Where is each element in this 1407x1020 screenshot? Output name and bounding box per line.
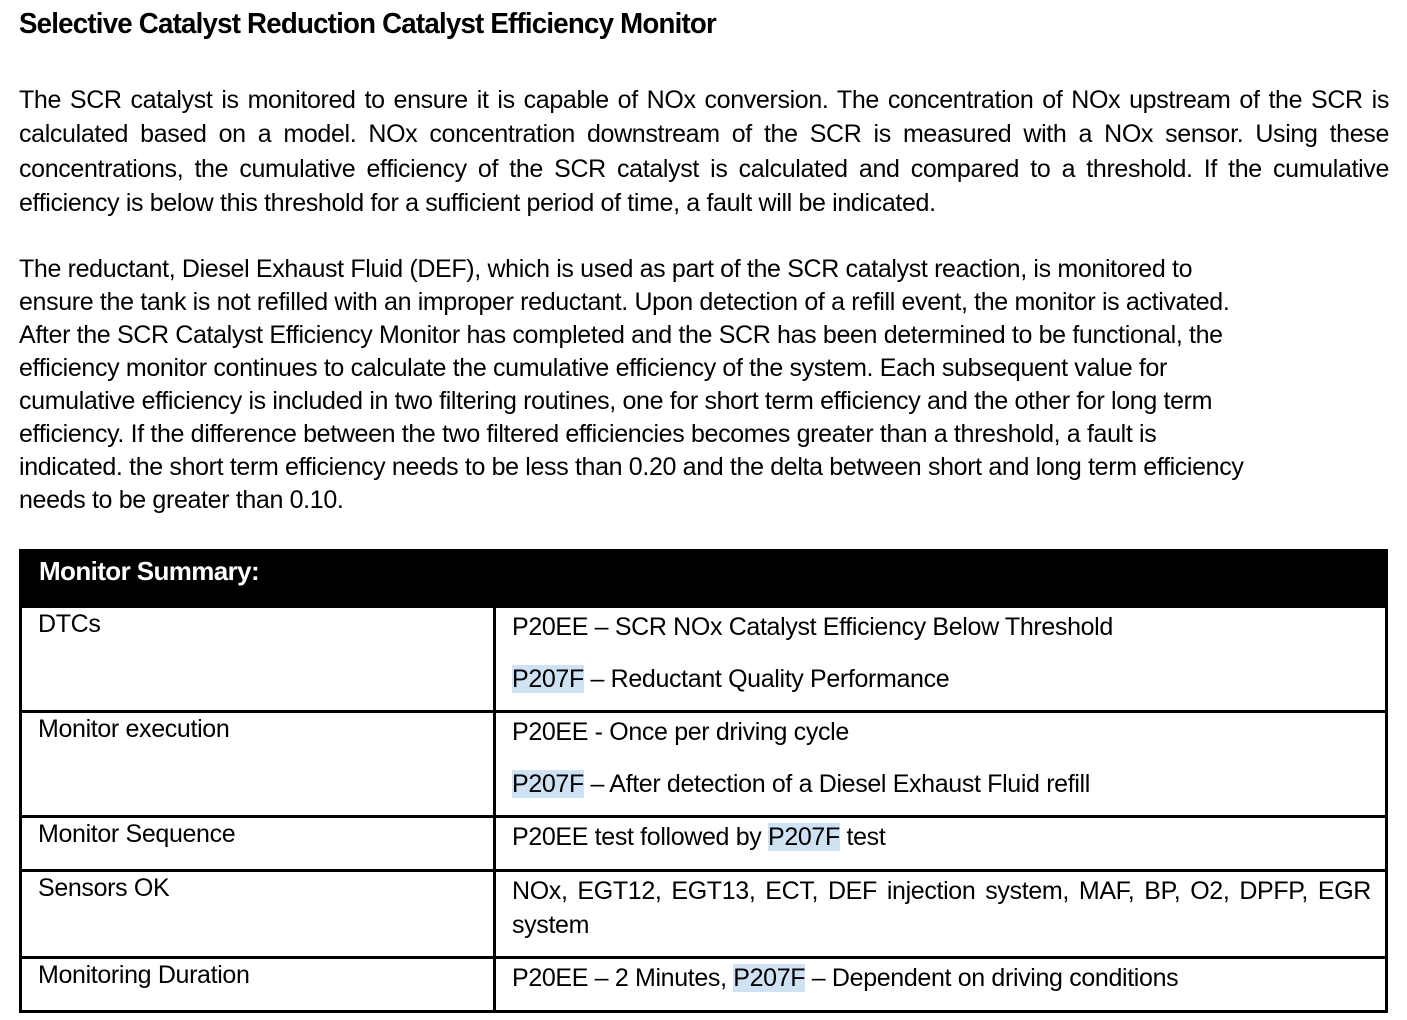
highlighted-dtc-code: P207F (512, 770, 584, 798)
text: P20EE – SCR NOx Catalyst Efficiency Below Threshold (512, 613, 1113, 641)
value-line (512, 610, 1371, 644)
paragraph-line: indicated. the short term efficiency needs to be less than 0.20 and the delta between short and long term efficiency (19, 453, 1244, 481)
paragraph-line: The reductant, Diesel Exhaust Fluid (DEF), which is used as part of the SCR catalyst reaction, is monitored to (19, 255, 1193, 283)
paragraph-line: needs to be greater than 0.10. (19, 486, 344, 514)
text: P20EE – 2 Minutes, (512, 964, 734, 992)
monitor-summary-table (19, 549, 1388, 1013)
table-row-sensors-ok (21, 871, 1387, 958)
row-label: Monitor execution (21, 712, 495, 817)
paragraph-line: efficiency. If the difference between the two filtered efficiencies becomes greater than a threshold, a fault is (19, 420, 1157, 448)
text: – After detection of a Diesel Exhaust Fluid refill (583, 770, 1090, 798)
highlighted-dtc-code: P207F (768, 823, 840, 851)
paragraph-line: efficiency monitor continues to calculate the cumulative efficiency of the system. Each subsequent value for (19, 354, 1168, 382)
row-label: Monitor Sequence (21, 817, 495, 871)
table-header: Monitor Summary: (21, 551, 1387, 607)
highlighted-dtc-code: P207F (512, 665, 584, 693)
text: P20EE test followed by (512, 823, 768, 851)
table-header-row (21, 551, 1387, 607)
paragraph-scr-monitor: The SCR catalyst is monitored to ensure it is capable of NOx conversion. The concentration of NOx upstream of the SCR is calculated based on a model. NOx concentration downstream of the SCR is measured with a NOx sensor. Using these concentrations, the cumulative efficiency of the SCR catalyst is calculated and compared to a threshold. If the cumulative efficiency is below this threshold for a sufficient period of time, a fault will be indicated. (19, 86, 1389, 217)
paragraph-line: After the SCR Catalyst Efficiency Monitor has completed and the SCR has been determined to be functional, the (19, 321, 1223, 349)
row-label: DTCs (21, 607, 495, 712)
text: – Dependent on driving conditions (805, 964, 1179, 992)
paragraph-line: cumulative efficiency is included in two filtering routines, one for short term efficiency and the other for long term (19, 387, 1213, 415)
row-value (495, 607, 1387, 712)
paragraph-line: ensure the tank is not refilled with an improper reductant. Upon detection of a refill event, the monitor is activated. (19, 288, 1230, 316)
text: P20EE - Once per driving cycle (512, 718, 849, 746)
value-line (512, 961, 1371, 995)
document-title: Selective Catalyst Reduction Catalyst Efficiency Monitor (19, 8, 717, 40)
row-value (495, 817, 1387, 871)
value-line (512, 715, 1371, 749)
value-line (512, 820, 1371, 854)
row-value (495, 958, 1387, 1012)
row-label: Sensors OK (21, 871, 495, 958)
table-row-monitor-sequence (21, 817, 1387, 871)
text: test (839, 823, 886, 851)
paragraph-def-monitor (19, 253, 1389, 517)
row-value: NOx, EGT12, EGT13, ECT, DEF injection system, MAF, BP, O2, DPFP, EGR system (495, 871, 1387, 958)
table-row-monitoring-duration (21, 958, 1387, 1012)
row-value (495, 712, 1387, 817)
table-row-dtcs (21, 607, 1387, 712)
highlighted-dtc-code: P207F (733, 964, 806, 992)
table-row-monitor-execution (21, 712, 1387, 817)
value-line (512, 767, 1371, 801)
text: – Reductant Quality Performance (583, 665, 950, 693)
row-label: Monitoring Duration (21, 958, 495, 1012)
value-line (512, 662, 1371, 696)
